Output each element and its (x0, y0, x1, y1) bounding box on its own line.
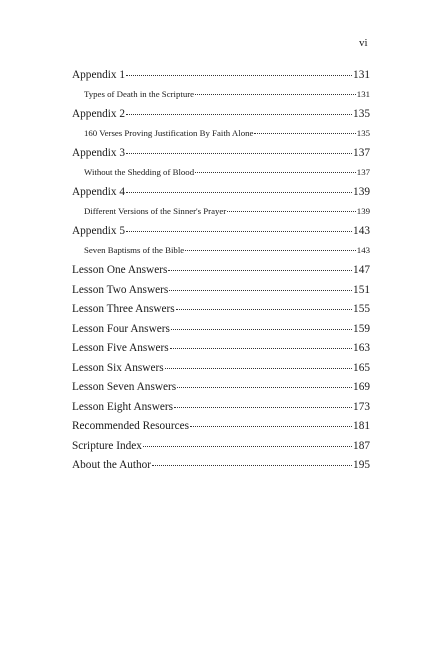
dot-leader (177, 386, 352, 388)
dot-leader (195, 171, 356, 173)
dot-leader (152, 464, 352, 466)
toc-entry-title: Recommended Resources (72, 420, 190, 432)
dot-leader (126, 113, 352, 115)
toc-entry-title: Appendix 3 (72, 147, 126, 159)
toc-entry-title: Lesson One Answers (72, 264, 168, 276)
dot-leader (227, 210, 356, 212)
dot-leader (254, 132, 355, 134)
toc-entry[interactable] (72, 342, 370, 362)
toc-entry[interactable] (72, 381, 370, 401)
table-of-contents (72, 69, 370, 479)
toc-entry[interactable] (72, 420, 370, 440)
toc-entry-page: 131 (353, 69, 370, 81)
toc-entry-title: Lesson Two Answers (72, 283, 169, 296)
toc-entry-page: 139 (353, 186, 370, 198)
toc-entry-page: 187 (353, 439, 370, 452)
dot-leader (169, 289, 352, 291)
toc-entry-page: 143 (353, 225, 370, 237)
toc-entry-page: 195 (353, 459, 370, 471)
dot-leader (126, 74, 352, 76)
toc-entry[interactable] (72, 303, 370, 323)
toc-entry-page: 169 (353, 381, 370, 393)
toc-entry-page: 135 (353, 108, 370, 120)
toc-entry[interactable] (72, 362, 370, 382)
toc-entry[interactable] (72, 459, 370, 479)
toc-entry-page: 173 (353, 400, 370, 413)
toc-entry-page: 137 (356, 166, 370, 177)
toc-entry-page: 155 (353, 303, 370, 315)
toc-subentry[interactable] (72, 128, 370, 148)
toc-entry-title: Types of Death in the Scripture (84, 88, 195, 99)
dot-leader (195, 93, 356, 95)
toc-subentry[interactable] (72, 206, 370, 226)
toc-entry[interactable] (72, 225, 370, 245)
toc-entry-title: Lesson Three Answers (72, 303, 175, 315)
toc-entry-page: 159 (353, 322, 370, 335)
dot-leader (176, 308, 352, 310)
toc-entry[interactable] (72, 264, 370, 284)
toc-entry[interactable] (72, 440, 370, 460)
dot-leader (126, 152, 352, 154)
page-number: vi (359, 37, 368, 49)
toc-entry-page: 137 (353, 147, 370, 159)
toc-entry-title: Appendix 2 (72, 108, 126, 120)
toc-entry-title: Appendix 5 (72, 225, 126, 237)
toc-entry-page: 147 (353, 264, 370, 276)
toc-entry-title: Lesson Six Answers (72, 361, 164, 374)
toc-entry-title: 160 Verses Proving Justification By Faith Alone (84, 127, 254, 138)
dot-leader (126, 191, 352, 193)
toc-entry-title: Lesson Five Answers (72, 342, 169, 354)
toc-entry[interactable] (72, 323, 370, 343)
toc-entry-page: 165 (353, 361, 370, 374)
toc-entry-page: 163 (353, 342, 370, 354)
toc-entry-title: Lesson Four Answers (72, 322, 170, 335)
toc-entry[interactable] (72, 284, 370, 304)
toc-subentry[interactable] (72, 167, 370, 187)
toc-entry-title: About the Author (72, 459, 152, 471)
toc-entry[interactable] (72, 69, 370, 89)
toc-entry-title: Different Versions of the Sinner's Prayer (84, 205, 227, 216)
toc-entry-page: 151 (353, 283, 370, 296)
toc-entry-title: Without the Shedding of Blood (84, 166, 195, 177)
toc-entry-title: Scripture Index (72, 439, 142, 452)
dot-leader (174, 406, 352, 408)
toc-entry-title: Lesson Eight Answers (72, 400, 174, 413)
toc-entry-page: 135 (356, 127, 370, 138)
toc-entry-page: 131 (356, 88, 370, 99)
toc-subentry[interactable] (72, 89, 370, 109)
toc-entry[interactable] (72, 108, 370, 128)
dot-leader (185, 249, 356, 251)
toc-entry[interactable] (72, 401, 370, 421)
dot-leader (171, 328, 352, 330)
toc-entry-title: Seven Baptisms of the Bible (84, 244, 185, 255)
toc-entry-title: Appendix 4 (72, 186, 126, 198)
dot-leader (168, 269, 352, 271)
dot-leader (170, 347, 352, 349)
toc-entry[interactable] (72, 147, 370, 167)
dot-leader (165, 367, 352, 369)
toc-entry-page: 143 (356, 244, 370, 255)
dot-leader (126, 230, 352, 232)
toc-entry-title: Lesson Seven Answers (72, 381, 177, 393)
dot-leader (143, 445, 352, 447)
dot-leader (190, 425, 352, 427)
toc-subentry[interactable] (72, 245, 370, 265)
toc-entry-page: 181 (353, 420, 370, 432)
toc-entry-title: Appendix 1 (72, 69, 126, 81)
toc-entry-page: 139 (356, 205, 370, 216)
toc-entry[interactable] (72, 186, 370, 206)
